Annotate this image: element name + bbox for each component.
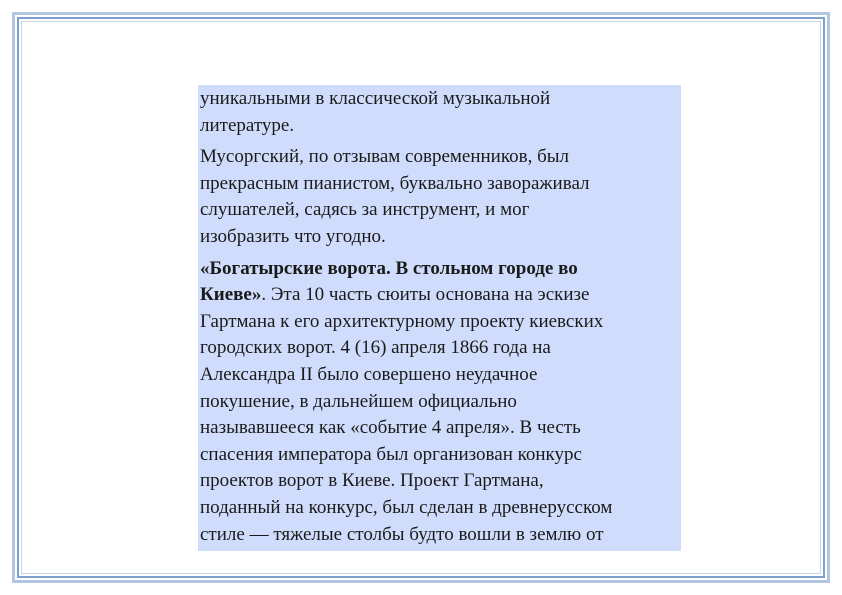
paragraph-3-line-5: Александра II было совершено неудачное [200, 363, 538, 385]
paragraph-3-title-line-1: «Богатырские ворота. В стольном городе во [200, 257, 578, 279]
paragraph-3-line-11: стиле — тяжелые столбы будто вошли в землю от [200, 523, 604, 545]
paragraph-3-line-10: поданный на конкурс, был сделан в древнерусском [200, 496, 613, 518]
paragraph-1 [200, 86, 681, 139]
paragraph-3-line-6: покушение, в дальнейшем официально [200, 390, 517, 412]
paragraph-3-line-3: Гартмана к его архитектурному проекту киевских [200, 310, 604, 332]
paragraph-2-line-1: Мусоргский, по отзывам современников, был [200, 146, 569, 168]
paragraph-3-title-line-2: Киеве» [200, 284, 262, 306]
paragraph-2-line-2: прекрасным пианистом, буквально завораживал [200, 172, 590, 194]
paragraph-3 [200, 256, 681, 549]
paragraph-2 [200, 144, 681, 250]
paragraph-3-line-4: городских ворот. 4 (16) апреля 1866 года на [200, 337, 551, 359]
paragraph-1-line-1: уникальными в классической музыкальной [200, 88, 551, 109]
paragraph-3-line-9: проектов ворот в Киеве. Проект Гартмана, [200, 470, 544, 492]
text-block [198, 85, 681, 551]
paragraph-3-line-2: . Эта 10 часть сюиты основана на эскизе [261, 284, 590, 306]
paragraph-3-line-8: спасения императора был организован конкурс [200, 443, 582, 465]
paragraph-2-line-3: слушателей, садясь за инструмент, и мог [200, 199, 530, 221]
paragraph-2-line-4: изобразить что угодно. [200, 225, 386, 247]
paragraph-1-line-2: литературе. [200, 114, 295, 136]
paragraph-3-line-7: называвшееся как «событие 4 апреля». В честь [200, 417, 581, 439]
